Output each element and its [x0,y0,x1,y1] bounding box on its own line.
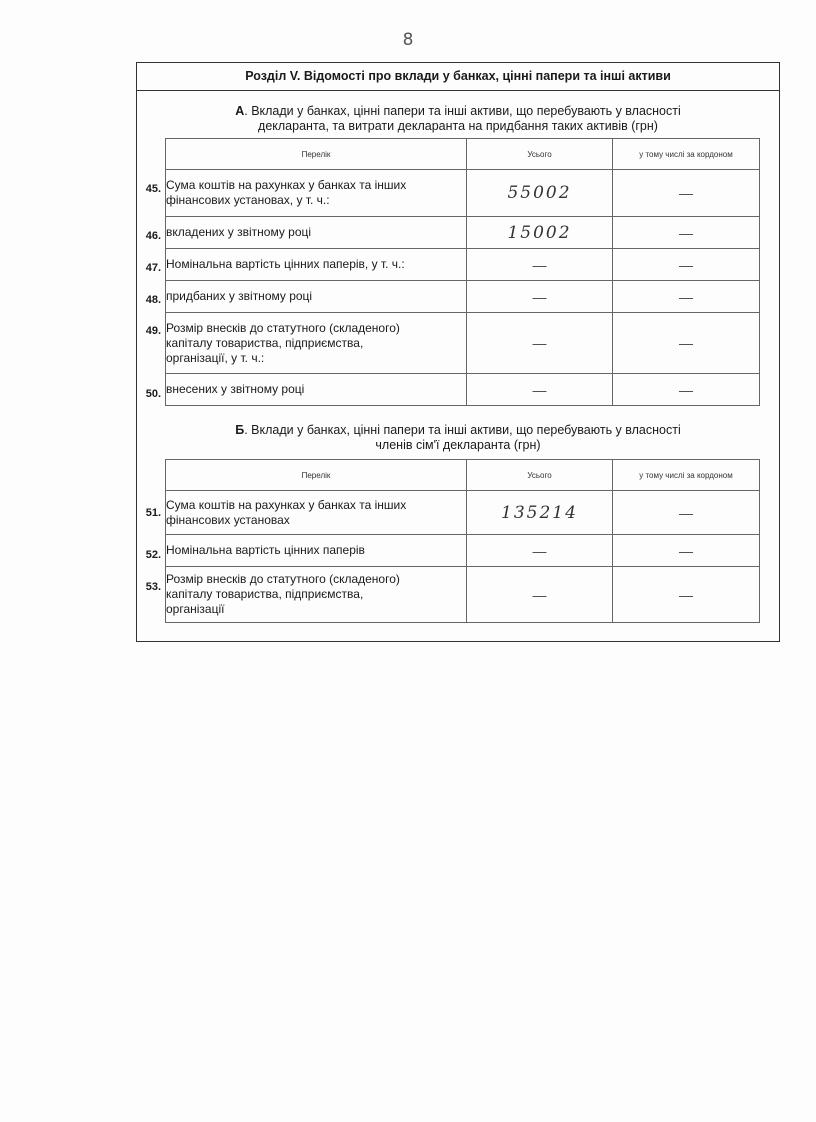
row-total-value: — [467,374,613,406]
row-total-value: 15002 [467,217,613,249]
row-label: Розмір внесків до статутного (складеного) капіталу товариства, підприємства, організації [166,567,467,623]
row-total-value: — [467,567,613,623]
section-title: Розділ V. Відомості про вклади у банках, цінні папери та інші активи [137,63,779,91]
row-total-value: — [467,249,613,281]
row-abroad-value: — [613,313,760,374]
part-b-table [165,459,760,623]
row-total-value: — [467,313,613,374]
row-number: 46. [145,230,161,242]
table-row [166,567,760,623]
row-label: Сума коштів на рахунках у банках та інших фінансових установах [166,491,467,535]
row-label: Розмір внесків до статутного (складеного) капіталу товариства, підприємства, організації, у т. ч.: [166,313,467,374]
row-abroad-value: — [613,170,760,217]
column-header-total: Усього [467,460,613,491]
row-total-value: — [467,281,613,313]
part-b-heading [137,423,779,453]
part-a-heading-text-2: декларанта, та витрати декларанта на придбання таких активів (грн) [258,119,658,133]
table-row [166,249,760,281]
row-number: 48. [145,294,161,306]
row-abroad-value: — [613,567,760,623]
table-row [166,170,760,217]
row-number: 52. [145,549,161,561]
column-header-abroad: у тому числі за кордоном [613,460,760,491]
row-label: внесених у звітному році [166,374,467,406]
row-abroad-value: — [613,535,760,567]
row-total-value: 135214 [467,491,613,535]
row-abroad-value: — [613,217,760,249]
column-header-list: Перелік [166,460,467,491]
part-b-heading-text: . Вклади у банках, цінні папери та інші активи, що перебувають у власності [244,423,681,437]
row-total-value: — [467,535,613,567]
part-a-heading [137,104,779,134]
row-abroad-value: — [613,491,760,535]
column-header-list: Перелік [166,139,467,170]
table-row [166,217,760,249]
row-number: 45. [145,183,161,195]
table-row [166,281,760,313]
table-row [166,491,760,535]
row-number: 53. [145,581,161,593]
column-header-total: Усього [467,139,613,170]
row-label: вкладених у звітному році [166,217,467,249]
table-row [166,313,760,374]
row-abroad-value: — [613,374,760,406]
column-header-abroad: у тому числі за кордоном [613,139,760,170]
row-label: Номінальна вартість цінних паперів [166,535,467,567]
row-number: 50. [145,388,161,400]
page-number: 8 [402,30,414,50]
row-number: 47. [145,262,161,274]
row-abroad-value: — [613,281,760,313]
table-row [166,374,760,406]
row-total-value: 55002 [467,170,613,217]
part-b-heading-text-2: членів сім'ї декларанта (грн) [375,438,541,452]
row-label: Сума коштів на рахунках у банках та інших фінансових установах, у т. ч.: [166,170,467,217]
part-a-letter: А [235,104,245,118]
part-b-letter: Б [235,423,245,437]
section-v-frame [136,62,780,642]
row-label: Номінальна вартість цінних паперів, у т. ч.: [166,249,467,281]
row-number: 49. [145,325,161,337]
part-a-heading-text: . Вклади у банках, цінні папери та інші активи, що перебувають у власності [244,104,681,118]
part-a-table [165,138,760,406]
table-row [166,535,760,567]
row-abroad-value: — [613,249,760,281]
row-label: придбаних у звітному році [166,281,467,313]
row-number: 51. [145,507,161,519]
